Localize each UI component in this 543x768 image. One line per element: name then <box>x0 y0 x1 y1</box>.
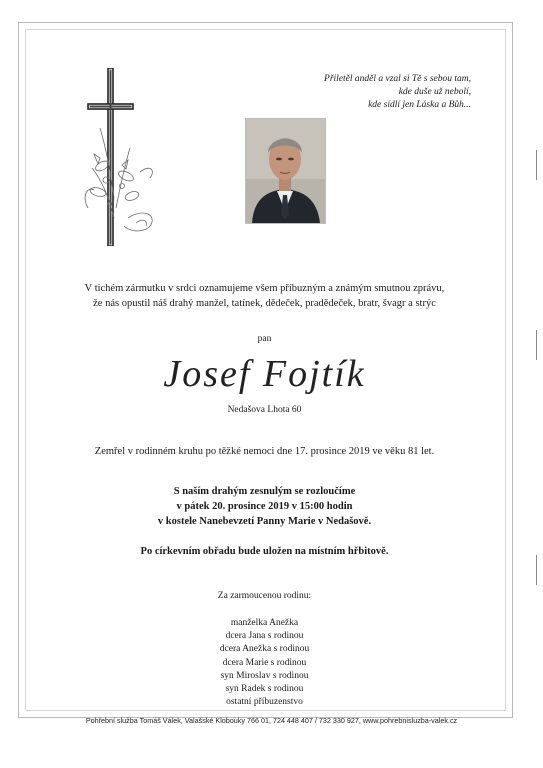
memorial-quote <box>251 73 471 112</box>
quote-line: kde sídlí jen Láska a Bůh... <box>368 100 471 110</box>
lily-flower-icon <box>85 128 152 231</box>
intro-line: že nás opustil náš drahý manžel, tatínek, dědeček, pradědeček, bratr, švagr a strýc <box>93 298 436 309</box>
cross-with-lilies <box>80 68 170 246</box>
mourner-item: manželka Anežka <box>230 618 299 628</box>
edge-mark <box>536 150 537 180</box>
deceased-address: Nedašova Lhota 60 <box>227 405 302 415</box>
deceased-portrait <box>245 118 326 224</box>
title-prefix: pan <box>257 334 272 344</box>
mourner-item: dcera Anežka s rodinou <box>219 644 310 655</box>
quote-line: kde duše už nebolí, <box>398 87 471 97</box>
edge-mark <box>536 555 537 585</box>
announcement-intro <box>25 281 504 311</box>
mourner-item: syn Radek s rodinou <box>225 684 304 695</box>
intro-line: V tichém zármutku v srdci oznamujeme všem příbuzným a známým smutnou zprávu, <box>84 283 445 294</box>
funeral-line: S naším drahým zesnulým se rozloučíme <box>173 486 356 497</box>
edge-mark <box>536 330 537 360</box>
mourner-item: dcera Jana s rodinou <box>225 631 304 642</box>
mourner-item: dcera Marie s rodinou <box>222 657 307 668</box>
quote-line: Přiletěl anděl a vzal si Tě s sebou tam, <box>324 74 471 84</box>
funeral-line: v kostele Nanebevzetí Panny Marie v Nedašově. <box>157 516 372 527</box>
mourner-item: ostatní příbuzenstvo <box>226 697 303 708</box>
deceased-name: Josef Fojtík <box>163 353 366 395</box>
cross-icon <box>88 68 133 246</box>
death-notice: Zemřel v rodinném kruhu po těžké nemoci dne 17. prosince 2019 ve věku 81 let. <box>94 446 435 457</box>
burial-notice: Po církevním obřadu bude uložen na místním hřbitově. <box>140 546 389 557</box>
funeral-line: v pátek 20. prosince 2019 v 15:00 hodin <box>176 501 353 512</box>
mourners-heading: Za zarmoucenou rodinu: <box>217 591 312 601</box>
mourner-item: syn Miroslav s rodinou <box>220 670 309 681</box>
funeral-service-footer: Pohřební služba Tomáš Válek, Valašské Klobouky 766 01, 724 448 407 / 732 330 927, www.pohrebnisluzba-valek.cz <box>85 716 458 725</box>
mourners-list <box>25 617 504 709</box>
funeral-details <box>25 484 504 529</box>
